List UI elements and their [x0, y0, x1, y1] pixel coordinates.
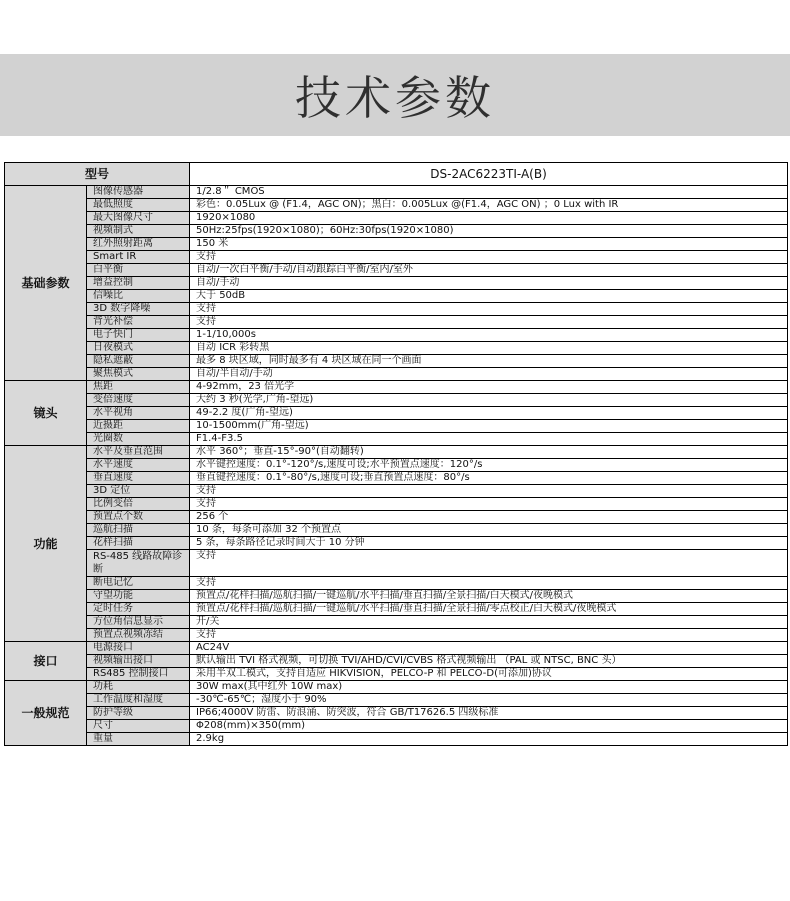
- model-label: 型号: [5, 163, 190, 186]
- spec-row: [5, 303, 788, 316]
- param-value: 大约 3 秒(光学,广角-望远): [190, 394, 788, 407]
- spec-row: [5, 355, 788, 368]
- title-banner: [0, 54, 790, 136]
- param-name: 水平视角: [87, 407, 190, 420]
- param-value: 预置点/花样扫描/巡航扫描/一键巡航/水平扫描/垂直扫描/全景扫描/白天模式/夜晚模式: [190, 590, 788, 603]
- spec-row: [5, 485, 788, 498]
- param-value: 支持: [190, 629, 788, 642]
- param-name: 水平速度: [87, 459, 190, 472]
- spec-row: [5, 590, 788, 603]
- spec-row: [5, 264, 788, 277]
- param-name: Smart IR: [87, 251, 190, 264]
- param-value: Φ208(mm)×350(mm): [190, 720, 788, 733]
- param-value: 10-1500mm(广角-望远): [190, 420, 788, 433]
- param-value: 垂直键控速度：0.1°-80°/s,速度可设;垂直预置点速度：80°/s: [190, 472, 788, 485]
- param-name: 守望功能: [87, 590, 190, 603]
- param-name: 最大图像尺寸: [87, 212, 190, 225]
- param-value: 1920×1080: [190, 212, 788, 225]
- spec-row: [5, 342, 788, 355]
- spec-row: [5, 681, 788, 694]
- param-name: 图像传感器: [87, 186, 190, 199]
- spec-row: [5, 381, 788, 394]
- param-name: 近摄距: [87, 420, 190, 433]
- param-name: 3D 数字降噪: [87, 303, 190, 316]
- param-value: 1/2.8＂ CMOS: [190, 186, 788, 199]
- param-name: 视频输出接口: [87, 655, 190, 668]
- param-value: 支持: [190, 550, 788, 577]
- param-name: RS485 控制接口: [87, 668, 190, 681]
- param-value: F1.4-F3.5: [190, 433, 788, 446]
- spec-row: [5, 642, 788, 655]
- param-value: 支持: [190, 577, 788, 590]
- param-value: 默认输出 TVI 格式视频，可切换 TVI/AHD/CVI/CVBS 格式视频输出 （PAL 或 NTSC, BNC 头）: [190, 655, 788, 668]
- param-value: IP66;4000V 防雷、防浪涌、防突波，符合 GB/T17626.5 四级标准: [190, 707, 788, 720]
- param-value: 支持: [190, 485, 788, 498]
- param-value: AC24V: [190, 642, 788, 655]
- param-value: 自动/半自动/手动: [190, 368, 788, 381]
- spec-row: [5, 277, 788, 290]
- param-name: 防护等级: [87, 707, 190, 720]
- param-name: 3D 定位: [87, 485, 190, 498]
- category-cell: 功能: [5, 446, 87, 642]
- param-value: 150 米: [190, 238, 788, 251]
- param-value: 2.9kg: [190, 733, 788, 746]
- param-value: 开/关: [190, 616, 788, 629]
- param-name: 水平及垂直范围: [87, 446, 190, 459]
- spec-row: [5, 329, 788, 342]
- category-cell: 基础参数: [5, 186, 87, 381]
- spec-row: [5, 238, 788, 251]
- spec-row: [5, 251, 788, 264]
- spec-row: [5, 290, 788, 303]
- param-value: 预置点/花样扫描/巡航扫描/一键巡航/水平扫描/垂直扫描/全景扫描/零点校正/白天模式/夜晚模式: [190, 603, 788, 616]
- param-name: 焦距: [87, 381, 190, 394]
- param-name: 增益控制: [87, 277, 190, 290]
- param-name: 光圈数: [87, 433, 190, 446]
- param-value: 彩色：0.05Lux @ (F1.4，AGC ON)；黑白：0.005Lux @(F1.4，AGC ON) ；0 Lux with IR: [190, 199, 788, 212]
- param-name: 定时任务: [87, 603, 190, 616]
- spec-row: [5, 316, 788, 329]
- param-value: 大于 50dB: [190, 290, 788, 303]
- param-name: 花样扫描: [87, 537, 190, 550]
- param-name: 电源接口: [87, 642, 190, 655]
- param-value: 支持: [190, 251, 788, 264]
- param-name: 预置点个数: [87, 511, 190, 524]
- spec-table: [4, 162, 788, 746]
- param-value: 最多 8 块区域，同时最多有 4 块区域在同一个画面: [190, 355, 788, 368]
- param-name: 最低照度: [87, 199, 190, 212]
- param-value: 水平 360°；垂直-15°-90°(自动翻转): [190, 446, 788, 459]
- param-name: 信噪比: [87, 290, 190, 303]
- param-name: 巡航扫描: [87, 524, 190, 537]
- header-row: [5, 163, 788, 186]
- spec-row: [5, 616, 788, 629]
- category-cell: 接口: [5, 642, 87, 681]
- param-value: 支持: [190, 316, 788, 329]
- param-name: 聚焦模式: [87, 368, 190, 381]
- param-value: 256 个: [190, 511, 788, 524]
- param-name: 方位角信息显示: [87, 616, 190, 629]
- spec-row: [5, 199, 788, 212]
- param-value: 自动/一次白平衡/手动/自动跟踪白平衡/室内/室外: [190, 264, 788, 277]
- param-name: RS-485 线路故障诊断: [87, 550, 190, 577]
- param-name: 视频制式: [87, 225, 190, 238]
- param-value: 支持: [190, 303, 788, 316]
- category-cell: 镜头: [5, 381, 87, 446]
- param-name: 电子快门: [87, 329, 190, 342]
- param-value: 10 条，每条可添加 32 个预置点: [190, 524, 788, 537]
- param-name: 断电记忆: [87, 577, 190, 590]
- spec-row: [5, 524, 788, 537]
- param-value: -30℃-65℃；湿度小于 90%: [190, 694, 788, 707]
- spec-row: [5, 733, 788, 746]
- spec-row: [5, 472, 788, 485]
- param-value: 水平键控速度：0.1°-120°/s,速度可设;水平预置点速度：120°/s: [190, 459, 788, 472]
- spec-row: [5, 459, 788, 472]
- spec-row: [5, 225, 788, 238]
- param-value: 1-1/10,000s: [190, 329, 788, 342]
- spec-row: [5, 655, 788, 668]
- spec-row: [5, 420, 788, 433]
- spec-row: [5, 212, 788, 225]
- param-name: 红外照射距离: [87, 238, 190, 251]
- param-name: 背光补偿: [87, 316, 190, 329]
- spec-row: [5, 511, 788, 524]
- spec-row: [5, 694, 788, 707]
- spec-row: [5, 603, 788, 616]
- param-name: 尺寸: [87, 720, 190, 733]
- param-name: 白平衡: [87, 264, 190, 277]
- param-name: 预置点视频冻结: [87, 629, 190, 642]
- spec-row: [5, 394, 788, 407]
- model-value: DS-2AC6223TI-A(B): [190, 163, 788, 186]
- param-value: 4-92mm，23 倍光学: [190, 381, 788, 394]
- spec-row: [5, 537, 788, 550]
- spec-row: [5, 368, 788, 381]
- spec-row: [5, 446, 788, 459]
- param-value: 自动/手动: [190, 277, 788, 290]
- page-title: 技术参数: [295, 71, 495, 125]
- param-value: 30W max(其中红外 10W max): [190, 681, 788, 694]
- spec-row: [5, 433, 788, 446]
- param-name: 功耗: [87, 681, 190, 694]
- spec-row: [5, 720, 788, 733]
- spec-row: [5, 577, 788, 590]
- param-value: 5 条，每条路径记录时间大于 10 分钟: [190, 537, 788, 550]
- spec-row: [5, 498, 788, 511]
- param-name: 工作温度和湿度: [87, 694, 190, 707]
- param-value: 50Hz:25fps(1920×1080)；60Hz:30fps(1920×1080): [190, 225, 788, 238]
- spec-row: [5, 550, 788, 577]
- spec-row: [5, 407, 788, 420]
- category-cell: 一般规范: [5, 681, 87, 746]
- param-name: 隐私遮蔽: [87, 355, 190, 368]
- param-name: 日夜模式: [87, 342, 190, 355]
- param-name: 重量: [87, 733, 190, 746]
- spec-row: [5, 629, 788, 642]
- param-value: 采用半双工模式，支持自适应 HIKVISION，PELCO-P 和 PELCO-D(可添加)协议: [190, 668, 788, 681]
- param-value: 支持: [190, 498, 788, 511]
- param-name: 比例变倍: [87, 498, 190, 511]
- param-value: 自动 ICR 彩转黑: [190, 342, 788, 355]
- param-value: 49-2.2 度(广角-望远): [190, 407, 788, 420]
- spec-row: [5, 707, 788, 720]
- param-name: 垂直速度: [87, 472, 190, 485]
- spec-row: [5, 186, 788, 199]
- param-name: 变倍速度: [87, 394, 190, 407]
- spec-row: [5, 668, 788, 681]
